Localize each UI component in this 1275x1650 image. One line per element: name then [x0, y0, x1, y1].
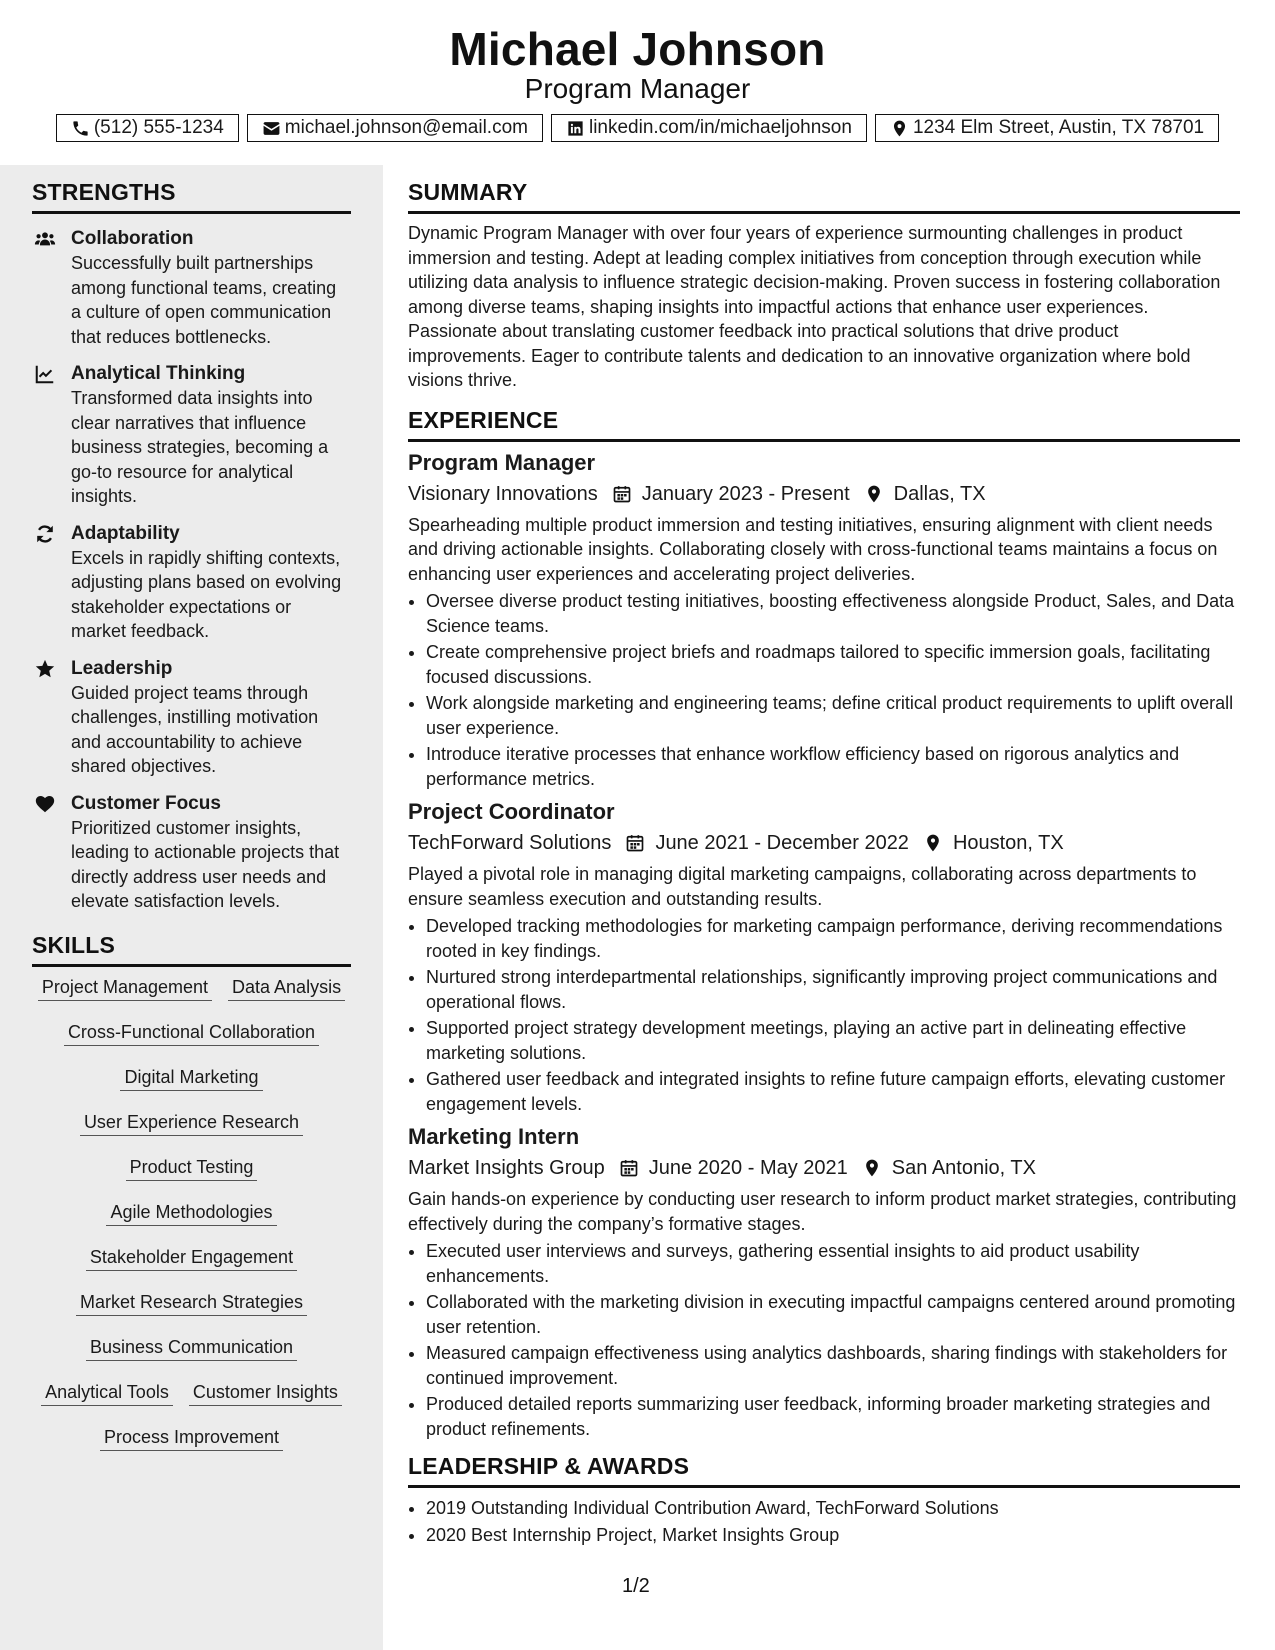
- job-bullet: • Introduce iterative processes that enhance workflow efficiency based on rigorous analytics and performance metrics.: [426, 742, 1240, 791]
- awards-heading: LEADERSHIP & AWARDS: [408, 1453, 1240, 1488]
- job-description: Played a pivotal role in managing digital marketing campaigns, collaborating across departments to ensure seamless execution and outstanding results.: [408, 864, 1197, 909]
- strength-title: Customer Focus: [71, 792, 221, 814]
- calendar-icon: [598, 484, 642, 504]
- strength-item: [32, 791, 351, 914]
- award-item: • 2020 Best Internship Project, Market Insights Group: [426, 1523, 1240, 1548]
- skills-heading: SKILLS: [32, 932, 351, 967]
- skill-tag: Business Communication: [86, 1337, 297, 1361]
- summary-text: Dynamic Program Manager with over four years of experience surmounting challenges in product immersion and testing. Adept at leading complex initiatives from conception through execution while utilizing data analysis to influence strategic decision-making. Proven success in fostering collaboration among diverse teams, shaping insights into impactful actions that enhance user experiences. Passionate about translating customer feedback into practical solutions that drive product improvements. Eager to contribute talents and dedication to an innovative organization where bold visions thrive.: [408, 223, 1221, 390]
- phone-text: (512) 555-1234: [93, 117, 224, 138]
- skill-tag: Product Testing: [126, 1157, 258, 1181]
- calendar-icon: [605, 1158, 649, 1178]
- award-item: • 2019 Outstanding Individual Contribution Award, TechForward Solutions: [426, 1496, 1240, 1521]
- job-title: Project Coordinator: [408, 799, 615, 824]
- email-text: michael.johnson@email.com: [284, 117, 528, 138]
- chart-line-icon: [34, 363, 56, 385]
- strength-title: Analytical Thinking: [71, 363, 246, 384]
- heart-icon: [34, 793, 56, 815]
- page-number: 1/2: [622, 1575, 650, 1597]
- strength-title: Collaboration: [71, 228, 194, 249]
- job-company: Market Insights Group: [408, 1157, 605, 1179]
- job-description: Spearheading multiple product immersion and testing initiatives, ensuring alignment with client needs and driving actionable insights. Collaborating closely with cross-functional teams maintains a focus on enhancing user experiences and accelerating project deliveries.: [408, 514, 1218, 584]
- star-icon: [34, 658, 56, 680]
- job-bullet: • Collaborated with the marketing division in executing impactful campaigns centered around promoting user retention.: [426, 1290, 1240, 1339]
- contact-bar: [0, 114, 1275, 142]
- skill-tag: User Experience Research: [80, 1112, 303, 1136]
- contact-address[interactable]: [875, 114, 1219, 142]
- strength-desc: Transformed data insights into clear narratives that influence business strategies, becoming a go-to resource for analytical insights.: [71, 388, 329, 506]
- strength-item: [32, 226, 351, 349]
- job-entry: [408, 798, 1240, 1116]
- candidate-name: Michael Johnson: [449, 23, 826, 75]
- job-bullet: • Measured campaign effectiveness using analytics dashboards, sharing findings with stakeholders for continued improvement.: [426, 1341, 1240, 1390]
- job-bullet: • Produced detailed reports summarizing user feedback, informing broader marketing strategies and product refinements.: [426, 1392, 1240, 1441]
- skill-tag: Market Research Strategies: [76, 1292, 307, 1316]
- summary-heading: SUMMARY: [408, 179, 1240, 214]
- job-description: Gain hands-on experience by conducting user research to inform product market strategies, contributing effectively during the company’s formative stages.: [408, 1189, 1237, 1234]
- job-bullet: • Oversee diverse product testing initiatives, boosting effectiveness alongside Product, Sales, and Data Science teams.: [426, 589, 1240, 638]
- strength-item: [32, 521, 351, 644]
- main-content: [408, 165, 1240, 1549]
- strength-item: [32, 361, 351, 509]
- job-bullet: • Developed tracking methodologies for marketing campaign performance, deriving recommendations rooted in key findings.: [426, 914, 1240, 963]
- job-title: Program Manager: [408, 449, 596, 475]
- skill-tag: Agile Methodologies: [106, 1202, 276, 1226]
- strengths-heading: STRENGTHS: [32, 179, 351, 214]
- job-bullet: • Gathered user feedback and integrated insights to refine future campaign efforts, elevating customer engagement levels.: [426, 1067, 1240, 1116]
- skills-list: [32, 977, 351, 1472]
- strength-desc: Prioritized customer insights, leading to actionable projects that directly address user needs and elevate satisfaction levels.: [71, 817, 340, 911]
- skill-tag: Stakeholder Engagement: [86, 1247, 297, 1271]
- contact-email[interactable]: [247, 114, 543, 142]
- strength-desc: Guided project teams through challenges, instilling motivation and accountability to achieve shared objectives.: [71, 682, 319, 776]
- job-bullet: • Create comprehensive project briefs and roadmaps tailored to specific immersion goals, facilitating focused discussions.: [426, 640, 1240, 689]
- job-bullet: • Work alongside marketing and engineering teams; define critical product requirements to uplift overall user experience.: [426, 691, 1240, 740]
- job-location: Dallas, TX: [893, 482, 986, 505]
- map-marker-icon: [890, 119, 909, 138]
- job-bullet: • Nurtured strong interdepartmental relationships, significantly improving project communications and operational flows.: [426, 965, 1240, 1014]
- strength-desc: Excels in rapidly shifting contexts, adjusting plans based on evolving stakeholder expectations or market feedback.: [71, 547, 342, 641]
- map-marker-icon: [909, 833, 953, 853]
- linkedin-text: linkedin.com/in/michaeljohnson: [588, 117, 852, 138]
- job-bullet: • Executed user interviews and surveys, gathering essential insights to aid product usability enhancements.: [426, 1239, 1240, 1288]
- skill-tag: Customer Insights: [189, 1382, 342, 1406]
- job-entry: [408, 1123, 1240, 1441]
- experience-heading: EXPERIENCE: [408, 407, 1240, 442]
- job-company: TechForward Solutions: [408, 832, 612, 854]
- calendar-icon: [611, 833, 655, 853]
- sync-icon: [34, 523, 56, 545]
- contact-phone[interactable]: [56, 114, 239, 142]
- map-marker-icon: [850, 484, 894, 504]
- strength-desc: Successfully built partnerships among functional teams, creating a culture of open communication that reduces bottlenecks.: [71, 253, 337, 347]
- resume-header: [0, 0, 1275, 165]
- job-location: Houston, TX: [952, 832, 1064, 854]
- job-dates: June 2021 - December 2022: [655, 832, 909, 854]
- skill-tag: Project Management: [38, 977, 212, 1001]
- linkedin-icon: [566, 119, 585, 138]
- address-text: 1234 Elm Street, Austin, TX 78701: [912, 117, 1205, 138]
- strength-item: [32, 656, 351, 779]
- job-location: San Antonio, TX: [891, 1157, 1036, 1179]
- skill-tag: Data Analysis: [228, 977, 345, 1001]
- skill-tag: Digital Marketing: [120, 1067, 262, 1091]
- contact-linkedin[interactable]: [551, 114, 867, 142]
- strength-title: Adaptability: [71, 522, 180, 544]
- users-icon: [34, 228, 56, 250]
- phone-icon: [71, 119, 90, 138]
- candidate-title: Program Manager: [524, 73, 751, 104]
- skill-tag: Analytical Tools: [41, 1382, 173, 1406]
- job-title: Marketing Intern: [408, 1124, 580, 1149]
- sidebar: [0, 165, 383, 1650]
- job-dates: January 2023 - Present: [641, 482, 850, 505]
- map-marker-icon: [848, 1158, 892, 1178]
- skill-tag: Process Improvement: [100, 1427, 283, 1451]
- job-entry: [408, 449, 1240, 792]
- job-company: Visionary Innovations: [408, 482, 598, 505]
- skill-tag: Cross-Functional Collaboration: [64, 1022, 319, 1046]
- job-dates: June 2020 - May 2021: [648, 1157, 848, 1179]
- envelope-icon: [262, 119, 281, 138]
- strength-title: Leadership: [71, 657, 173, 679]
- job-bullet: • Supported project strategy development meetings, playing an active part in delineating effective marketing solutions.: [426, 1016, 1240, 1065]
